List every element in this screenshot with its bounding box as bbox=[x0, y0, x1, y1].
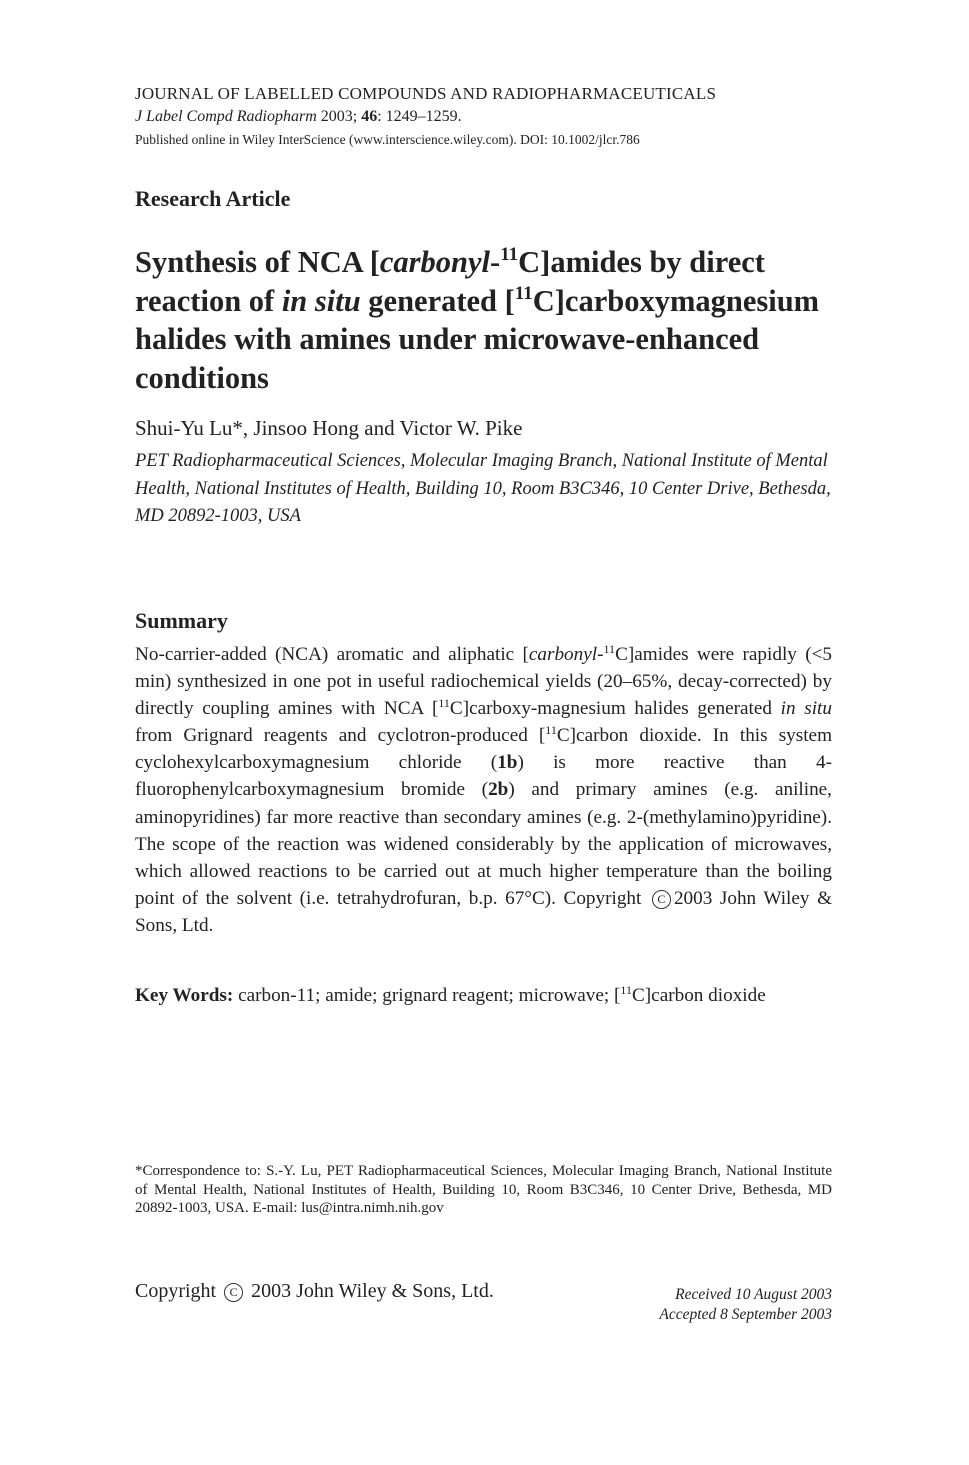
citation-volume: 46 bbox=[361, 108, 378, 125]
key-words-superscript: 11 bbox=[620, 983, 632, 997]
title-part: C]carboxymagnesium halides with amines under microwave-enhanced conditions bbox=[135, 283, 820, 395]
summary-part: ) and primary amines (e.g. aniline, aminopyridines) far more reactive than secondary amines (e.g. 2-(methylamino)pyridine). The scope of the reaction was widened considerably by the application of microwaves, which allowed reactions to be carried out at much higher temperature than the boiling point of the solvent (i.e. tetrahydrofuran, b.p. 67°C). Copyright bbox=[135, 779, 832, 909]
received-date: Received 10 August 2003 bbox=[675, 1286, 832, 1303]
summary-part: C]carbon dioxide. In this system cyclohexylcarboxymagnesium chloride ( bbox=[135, 725, 832, 774]
title-superscript: 11 bbox=[500, 244, 519, 265]
citation-year: 2003; bbox=[316, 108, 362, 125]
key-words bbox=[135, 982, 832, 1009]
citation-journal: J Label Compd Radiopharm bbox=[135, 108, 317, 125]
title-part: C]amides by direct reaction of bbox=[135, 245, 765, 318]
affiliation: PET Radiopharmaceutical Sciences, Molecular Imaging Branch, National Institute of Mental Health, National Institutes of Health, Building 10, Room B3C346, 10 Center Drive, Bethesda, MD 20892-1003, USA bbox=[135, 451, 831, 526]
copyright-icon: C bbox=[652, 890, 671, 909]
summary-text bbox=[135, 641, 832, 939]
article-type: Research Article bbox=[135, 186, 291, 211]
summary-part: No-carrier-added (NCA) aromatic and aliphatic [ bbox=[135, 644, 529, 665]
summary-superscript: 11 bbox=[545, 723, 557, 738]
key-words-label: Key Words: bbox=[135, 985, 234, 1006]
copyright-icon: C bbox=[224, 1283, 243, 1302]
summary-part: ) is more reactive than 4-fluorophenylcarboxymagnesium bromide ( bbox=[135, 752, 832, 801]
authors: Shui-Yu Lu*, Jinsoo Hong and Victor W. Pike bbox=[135, 416, 523, 440]
title-part: in situ bbox=[281, 283, 361, 318]
title-part: - bbox=[490, 245, 501, 279]
footer-copyright bbox=[135, 1280, 494, 1303]
title-part: Synthesis of NCA [ bbox=[135, 245, 380, 279]
compound-label: 2b bbox=[488, 779, 509, 801]
summary-heading: Summary bbox=[135, 608, 228, 633]
article-title bbox=[135, 243, 835, 397]
summary-part: C]carboxy-magnesium halides generated bbox=[449, 698, 781, 720]
key-words-part: C]carbon dioxide bbox=[631, 985, 766, 1006]
copyright-text: 2003 John Wiley & Sons, Ltd. bbox=[251, 1280, 494, 1302]
title-part: generated [ bbox=[360, 283, 515, 318]
copyright-text: Copyright bbox=[135, 1280, 217, 1302]
correspondence-note: *Correspondence to: S.-Y. Lu, PET Radiopharmaceutical Sciences, Molecular Imaging Branch, National Institute of Mental Health, National Institutes of Health, Building 10, Room B3C346, 10 Center Drive, Bethesda, MD 20892-1003, USA. E-mail: lus@intra.nimh.nih.gov bbox=[135, 1163, 832, 1216]
summary-part: - bbox=[597, 644, 604, 665]
journal-name: JOURNAL OF LABELLED COMPOUNDS AND RADIOPHARMACEUTICALS bbox=[135, 84, 717, 103]
title-part: carbonyl bbox=[379, 245, 491, 279]
summary-part: C]amides were rapidly (<5 min) synthesized in one pot in useful radiochemical yields (20–65%, decay-corrected) by directly coupling amines with NCA [ bbox=[135, 644, 832, 720]
summary-part: in situ bbox=[780, 698, 832, 720]
published-online-line: Published online in Wiley InterScience (www.interscience.wiley.com). DOI: 10.1002/jlcr.786 bbox=[135, 132, 640, 147]
citation-line bbox=[135, 108, 462, 126]
title-superscript: 11 bbox=[514, 282, 533, 304]
key-words-part: carbon-11; amide; grignard reagent; microwave; [ bbox=[233, 985, 621, 1006]
summary-part: from Grignard reagents and cyclotron-produced [ bbox=[135, 725, 546, 747]
compound-label: 1b bbox=[497, 752, 518, 774]
summary-superscript: 11 bbox=[603, 642, 616, 656]
citation-pages: : 1249–1259. bbox=[377, 108, 462, 125]
summary-superscript: 11 bbox=[438, 696, 450, 711]
summary-part: carbonyl bbox=[528, 644, 598, 665]
summary-part: 2003 John Wiley & Sons, Ltd. bbox=[135, 887, 832, 936]
article-dates bbox=[659, 1285, 832, 1325]
accepted-date: Accepted 8 September 2003 bbox=[659, 1306, 832, 1323]
